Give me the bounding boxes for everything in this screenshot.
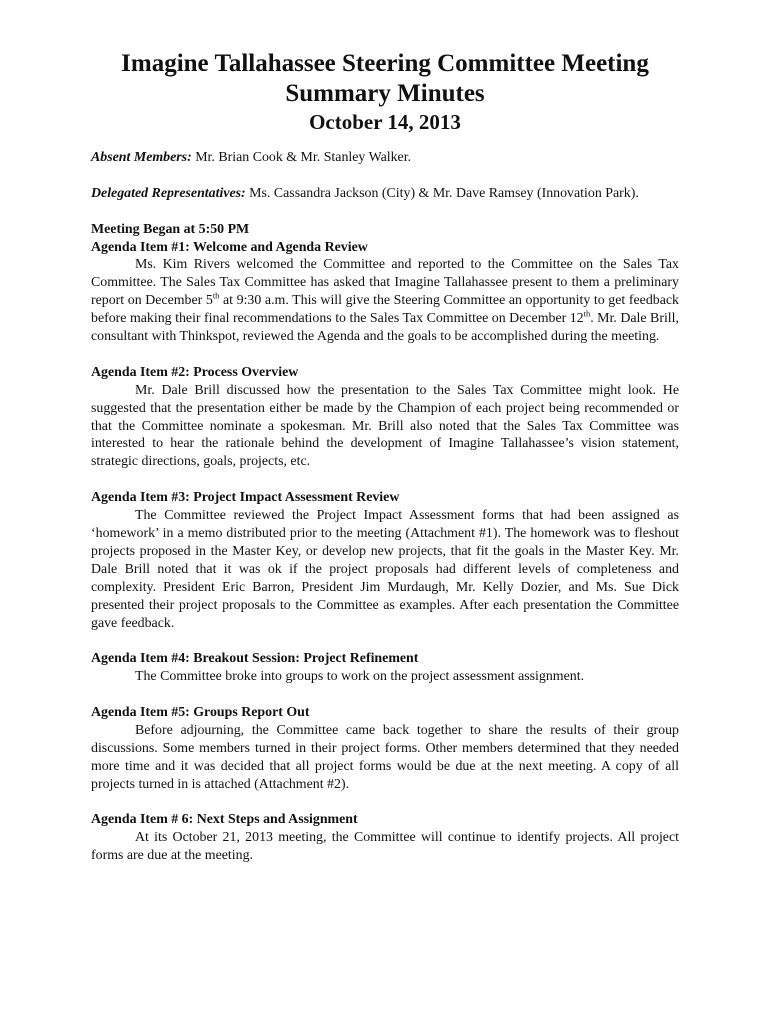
ordinal-superscript: th [212,290,220,301]
agenda-item-6-body: At its October 21, 2013 meeting, the Committee will continue to identify projects. All project forms are due at the meeting. [91,830,679,864]
absent-members-text: Mr. Brian Cook & Mr. Stanley Walker. [195,150,412,165]
agenda-item-5-body: Before adjourning, the Committee came back together to share the results of their group discussions. Some members turned in their project forms. Other members determined that they needed more time and it was decided that all project forms would be due at the next meeting. A copy of all projects turned in is attached (Attachment #2). [91,722,679,792]
agenda-item-1-text-part-1: Ms. Kim Rivers welcomed the Committee and reported to the Committee on the Sales Tax Committee. The Sales Tax Committee has asked that Imagine Tallahassee present to them a preliminary report on December 5 [91,257,679,309]
agenda-item-2-heading: Agenda Item #2: Process Overview [91,364,299,380]
agenda-item-1-text-part-3: . Mr. Dale Brill, consultant with Thinkspot, reviewed the Agenda and the goals to be accomplished during the meeting. [91,311,679,345]
ordinal-superscript: th [583,308,591,319]
delegated-representatives-label: Delegated Representatives: [91,185,246,201]
minutes-body [91,149,679,883]
agenda-item-2-body: Mr. Dale Brill discussed how the presentation to the Sales Tax Committee might look. He suggested that the presentation either be made by the Champion of each project being recommended or that the Committee nominate a spokesman. Mr. Brill also noted that the Sales Tax Committee was interested to hear the rationale behind the development of Imagine Tallahassee’s vision statement, strategic directions, goals, projects, etc. [91,382,679,470]
agenda-item-6-heading: Agenda Item # 6: Next Steps and Assignment [91,812,358,828]
absent-members [91,149,679,167]
meeting-date: October 14, 2013 [309,110,461,134]
agenda-item-1-text-part-2: at 9:30 a.m. This will give the Steering Committee an opportunity to get feedback before making their final recommendations to the Sales Tax Committee on December 12 [91,293,679,327]
delegated-representatives [91,185,679,203]
agenda-item-1 [91,239,679,346]
agenda-item-4-body: The Committee broke into groups to work on the project assessment assignment. [135,669,585,685]
agenda-item-1-body [91,256,679,346]
agenda-item-3 [91,489,679,632]
agenda-item-1-heading: Agenda Item #1: Welcome and Agenda Review [91,239,368,255]
title-line-2: Summary Minutes [285,80,485,107]
agenda-item-4-heading: Agenda Item #4: Breakout Session: Project Refinement [91,651,419,667]
absent-members-label: Absent Members: [91,150,192,165]
agenda-item-6 [91,811,679,865]
meeting-began: Meeting Began at 5:50 PM [91,221,250,237]
agenda-item-4 [91,650,679,686]
agenda-item-3-heading: Agenda Item #3: Project Impact Assessment Review [91,490,400,506]
agenda-item-5-heading: Agenda Item #5: Groups Report Out [91,705,310,720]
document-title [0,49,770,109]
agenda-item-5 [91,704,679,794]
agenda-item-3-body: The Committee reviewed the Project Impact Assessment forms that had been assigned as ‘homework’ in a memo distributed prior to the meeting (Attachment #1). The homework was to fleshout projects proposed in the Master Key, or develop new projects, that fit the goals in the Master Key. Mr. Dale Brill noted that it was ok if the project proposals had different levels of completeness and complexity. President Eric Barron, President Jim Murdaugh, Mr. Kelly Dozier, and Ms. Sue Dick presented their project proposals to the Committee as examples. After each presentation the Committee gave feedback. [91,508,679,631]
agenda-item-2 [91,364,679,471]
title-line-1: Imagine Tallahassee Steering Committee Meeting [121,50,649,77]
delegated-representatives-text: Ms. Cassandra Jackson (City) & Mr. Dave Ramsey (Innovation Park). [249,185,639,201]
